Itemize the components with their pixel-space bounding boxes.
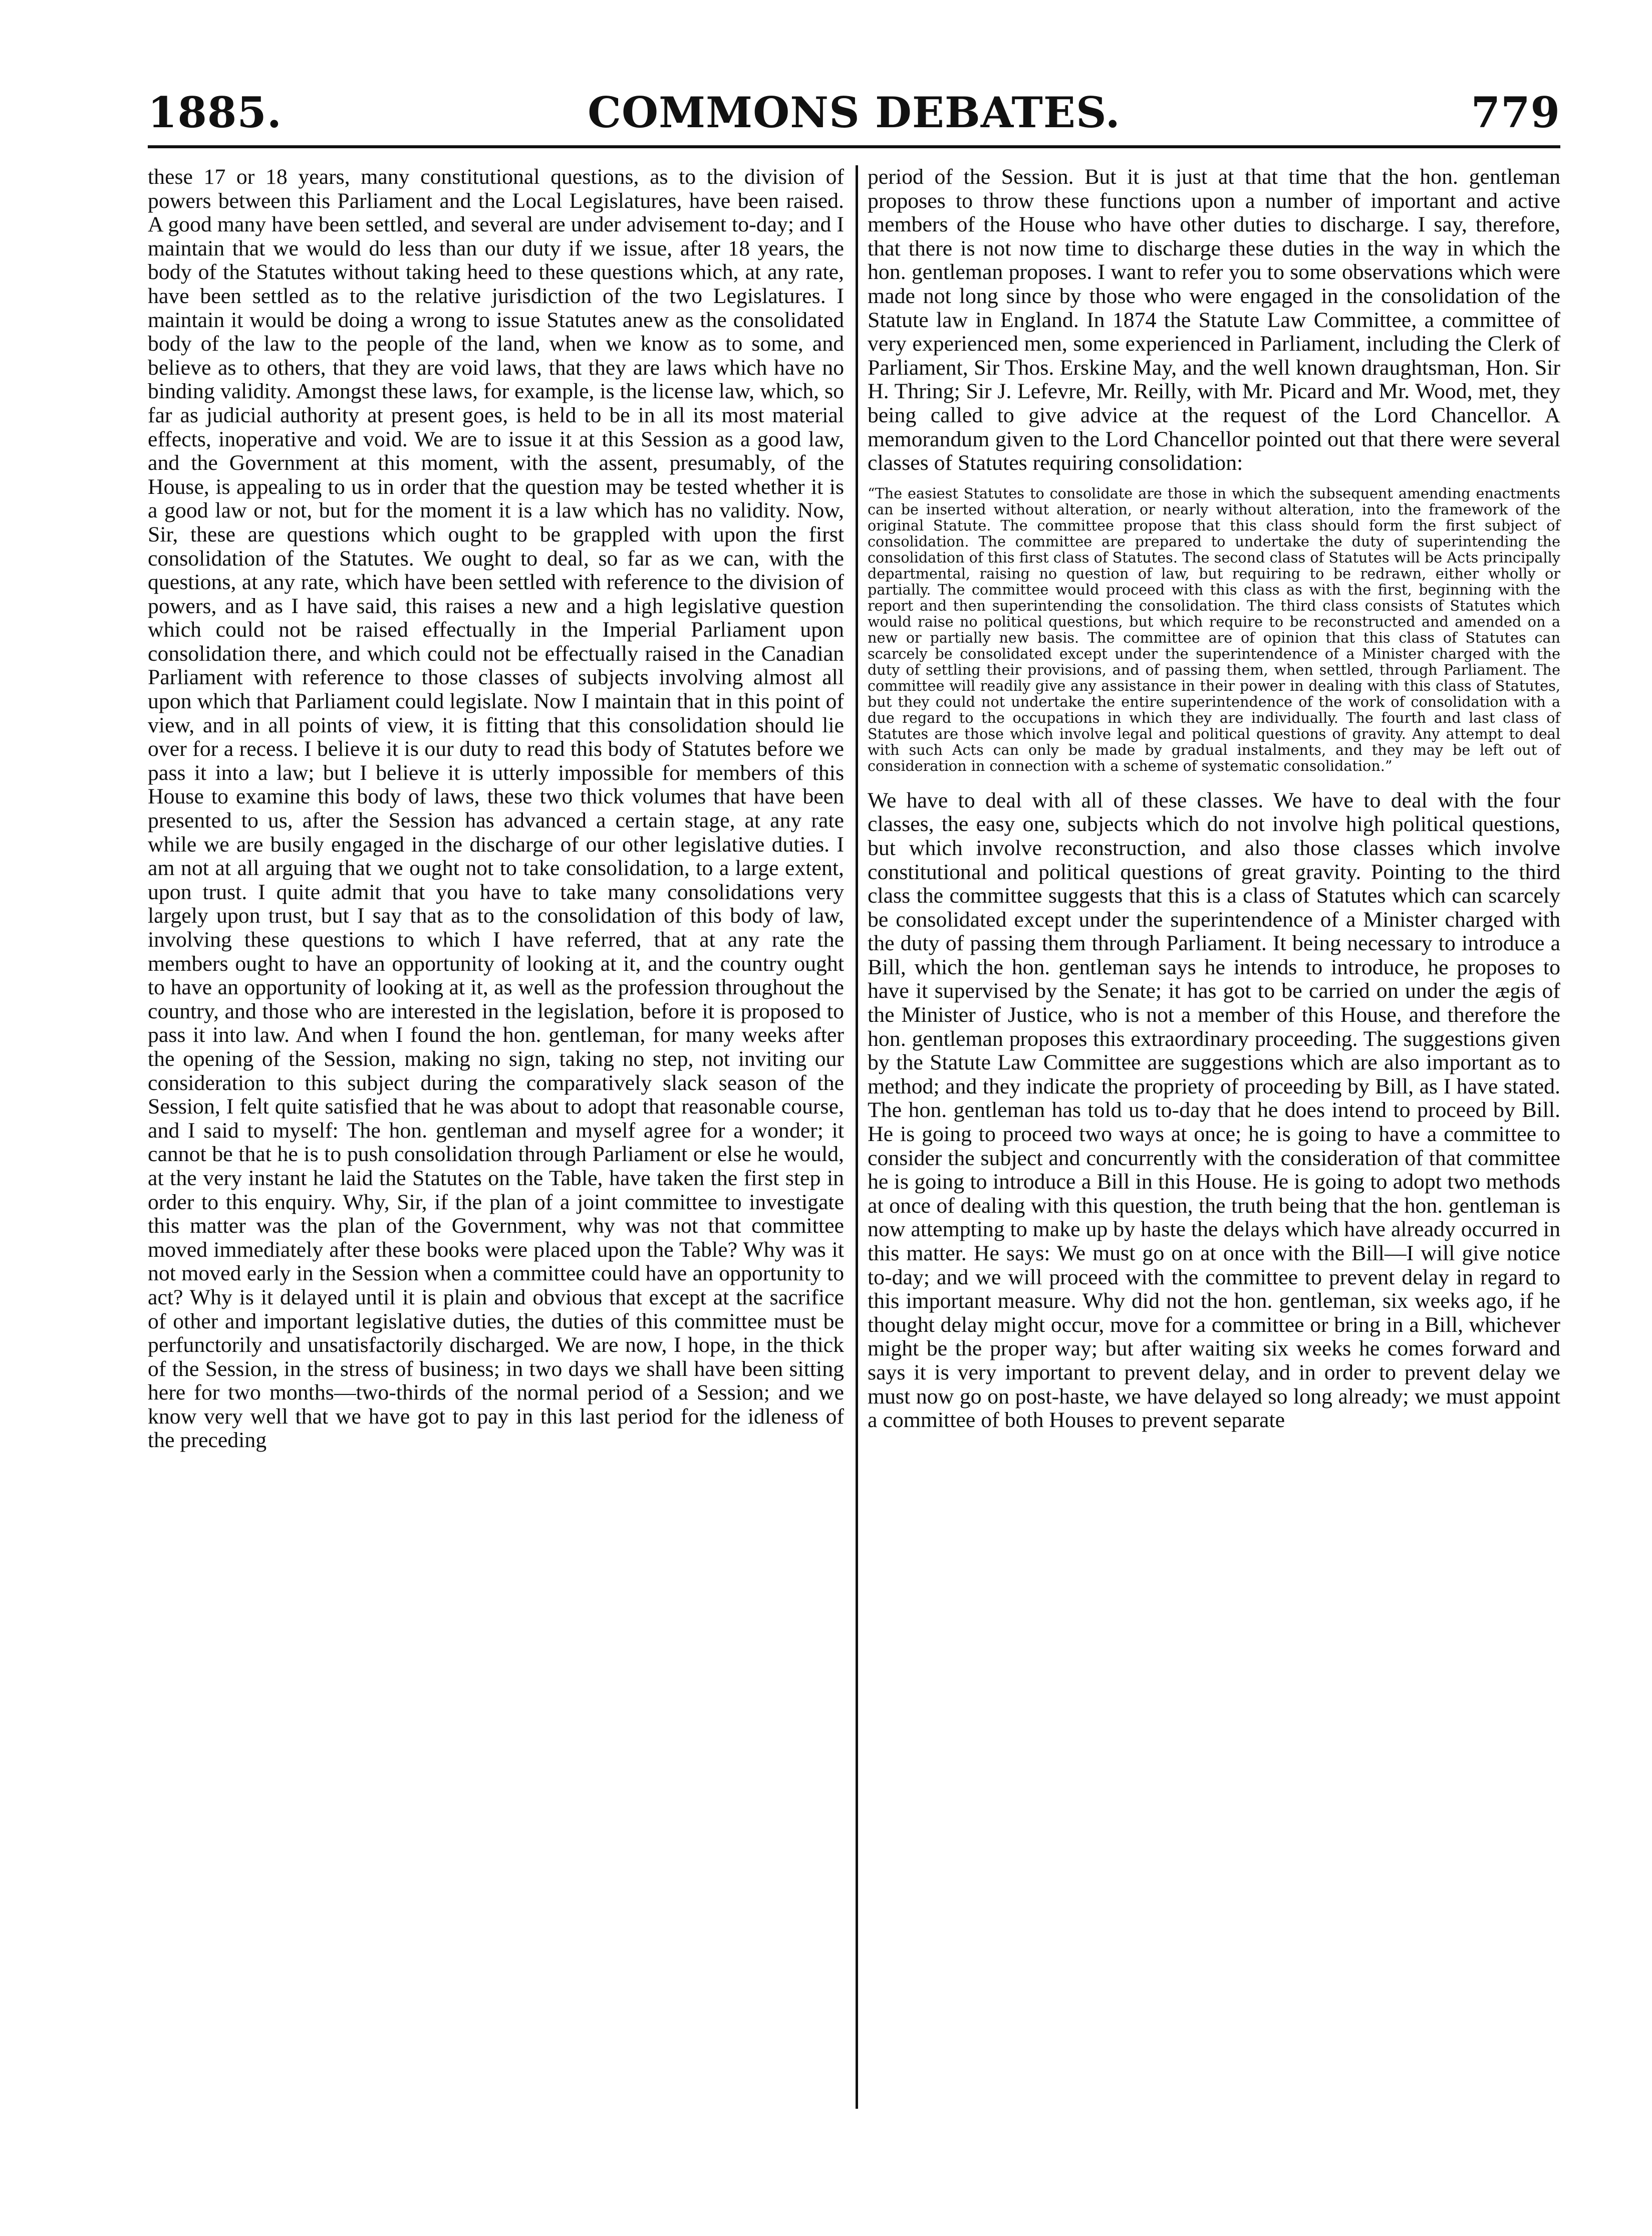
right-column-paragraph-2: We have to deal with all of these classes. We have to deal with the four classes, the easy one, subjects which do not involve high political questions, but which involve reconstruction, and also those classes which involve constitutional and political questions of great gravity. Pointing to the third class the committee suggests that this is a class of Statutes which can scarcely be consolidated except under the superintendence of a Minister charged with the duty of passing them through Parliament. It being necessary to introduce a Bill, which the hon. gentleman says he intends to introduce, he proposes to have it supervised by the Senate; it has got to be carried on under the ægis of the Minister of Justice, who is not a member of this House, and therefore the hon. gentleman proposes this extraordinary proceeding. The suggestions given by the Statute Law Committee are suggestions which are also important as to method; and they indicate the propriety of proceeding by Bill, as I have stated. The hon. gentleman has told us to-day that he does intend to proceed by Bill. He is going to proceed two ways at once; he is going to have a committee to consider the subject and concurrently with the consideration of that committee he is going to introduce a Bill in this House. He is going to adopt two methods at once of dealing with this question, the truth being that the hon. gentleman is now attempting to make up by haste the delays which have already occurred in this matter. He says: We must go on at once with the Bill—I will give notice to-day; and we will proceed with the committee to prevent delay in regard to this important measure. Why did not the hon. gentleman, six weeks ago, if he thought delay might occur, move for a committee or bring in a Bill, whichever might be the proper way; but after waiting six weeks he comes forward and says it is very important to prevent delay, and in order to prevent delay we must now go on post-haste, we have delayed so long already; we must appoint a committee of both Houses to prevent separate [868, 788, 1560, 1433]
right-column [868, 165, 1560, 1433]
header-rule [148, 145, 1560, 148]
header-year: 1885. [148, 88, 283, 137]
page-header [148, 85, 1560, 140]
column-divider [856, 165, 858, 2109]
publication-title: COMMONS DEBATES. [588, 88, 1121, 137]
page-number: 779 [1471, 88, 1560, 137]
right-column-paragraph-1: period of the Session. But it is just at that time that the hon. gentleman proposes to throw these functions upon a number of important and active members of the House who have other duties to discharge. I say, therefore, that there is not now time to discharge these duties in the way in which the hon. gentleman proposes. I want to refer you to some observations which were made not long since by those who were engaged in the consolidation of the Statute law in England. In 1874 the Statute Law Committee, a committee of very experienced men, some experienced in Parliament, including the Clerk of Parliament, Sir Thos. Erskine May, and the well known draughtsman, Hon. Sir H. Thring; Sir J. Lefevre, Mr. Reilly, with Mr. Picard and Mr. Wood, met, they being called to give advice at the request of the Lord Chancellor. A memorandum given to the Lord Chancellor pointed out that there were several classes of Statutes requiring consolidation: [868, 165, 1560, 475]
left-column [148, 165, 844, 1453]
memorandum-quote: “The easiest Statutes to consolidate are those in which the subsequent amending enactments can be inserted without alteration, or nearly without alteration, into the framework of the original Statute. The committee propose that this class should form the first subject of consolidation. The committee are prepared to undertake the duty of superintending the consolidation of this first class of Statutes. The second class of Statutes will be Acts principally departmental, raising no question of law, but requiring to be redrawn, either wholly or partially. The committee would proceed with this class as with the first, beginning with the report and then superintending the consolidation. The third class consists of Statutes which would raise no political questions, but which require to be reconstructed and amended on a new or partially new basis. The committee are of opinion that this class of Statutes can scarcely be consolidated except under the superintendence of a Minister charged with the duty of settling their provisions, and of passing them, when settled, through Parliament. The committee will readily give any assistance in their power in dealing with this class of Statutes, but they could not undertake the entire superintendence of the work of consolidation with a due regard to the occupations in which they are individually. The fourth and last class of Statutes are those which involve legal and political questions of gravity. Any attempt to deal with such Acts can only be made by gradual instalments, and they may be left out of consideration in connection with a scheme of systematic consolidation.” [868, 484, 1560, 774]
left-column-paragraph: these 17 or 18 years, many constitutional questions, as to the division of powers between this Parliament and the Local Legislatures, have been raised. A good many have been settled, and several are under advisement to-day; and I maintain that we would do less than our duty if we issue, after 18 years, the body of the Statutes without taking heed to these questions which, at any rate, have been settled as to the relative jurisdiction of the two Legislatures. I maintain it would be doing a wrong to issue Statutes anew as the consolidated body of the law to the people of the land, when we know as to some, and believe as to others, that they are void laws, that they are laws which have no binding validity. Amongst these laws, for example, is the license law, which, so far as judicial authority at present goes, is held to be in all its most material effects, inoperative and void. We are to issue it at this Session as a good law, and the Government at this moment, with the assent, presumably, of the House, is appealing to us in order that the question may be tested whether it is a good law or not, but for the moment it is a law which has no validity. Now, Sir, these are questions which ought to be grappled with upon the first consolidation of the Statutes. We ought to deal, so far as we can, with the questions, at any rate, which have been settled with reference to the division of powers, and as I have said, this raises a new and a high legislative question which could not be raised effectually in the Imperial Parliament upon consolidation there, and which could not be effectually raised in the Canadian Parliament with reference to those classes of subjects involving almost all upon which that Parliament could legislate. Now I maintain that in this point of view, and in all points of view, it is fitting that this consolidation should lie over for a recess. I believe it is our duty to read this body of Statutes before we pass it into a law; but I believe it is utterly impossible for members of this House to examine this body of laws, these two thick volumes that have been presented to us, after the Session has advanced a certain stage, at any rate while we are busily engaged in the discharge of our other legislative duties. I am not at all arguing that we ought not to take consolidation, to a large extent, upon trust. I quite admit that you have to take many consolidations very largely upon trust, but I say that as to the consolidation of this body of law, involving these questions to which I have referred, that at any rate the members ought to have an opportunity of looking at it, and the country ought to have an opportunity of looking at it, as well as the profession throughout the country, and those who are interested in the legislation, before it is proposed to pass it into law. And when I found the hon. gentleman, for many weeks after the opening of the Session, making no sign, taking no step, not inviting our consideration to this subject during the comparatively slack season of the Session, I felt quite satisfied that he was about to adopt that reasonable course, and I said to myself: The hon. gentleman and myself agree for a wonder; it cannot be that he is to push consolidation through Parliament or else he would, at the very instant he laid the Statutes on the Table, have taken the first step in order to this enquiry. Why, Sir, if the plan of a joint committee to investigate this matter was the plan of the Government, why was not that committee moved immediately after these books were placed upon the Table? Why was it not moved early in the Session when a committee could have an opportunity to act? Why is it delayed until it is plain and obvious that except at the sacrifice of other and important legislative duties, the duties of this committee must be perfunctorily and unsatisfactorily discharged. We are now, I hope, in the thick of the Session, in the stress of business; in two days we shall have been sitting here for two months—two-thirds of the normal period of a Session; and we know very well that we have got to pay in this last period for the idleness of the preceding [148, 165, 844, 1453]
